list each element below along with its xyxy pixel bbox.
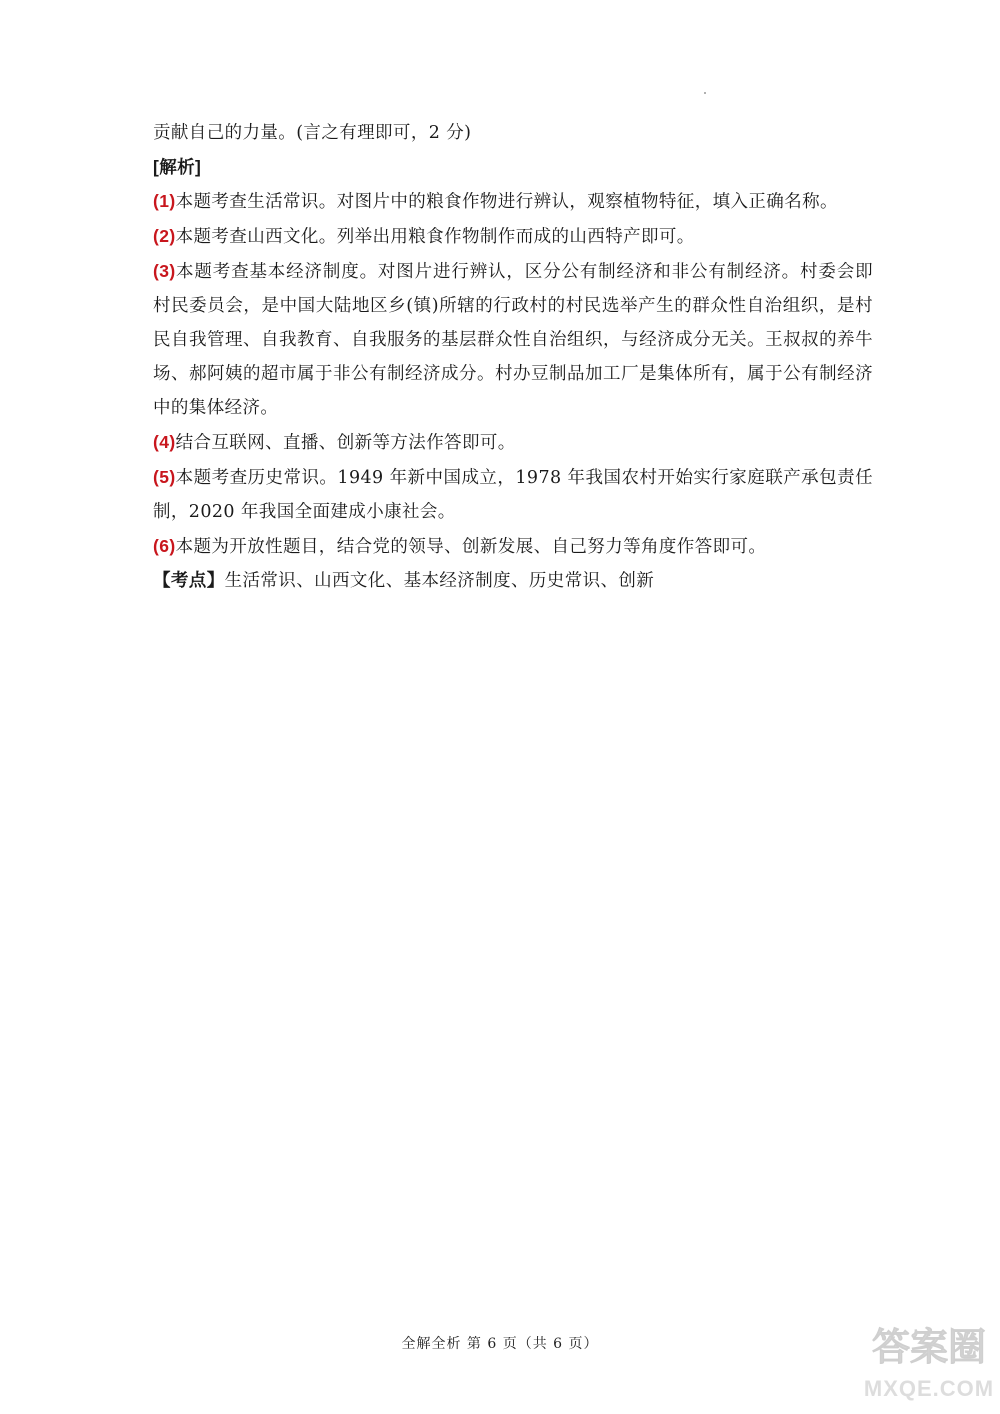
item-number: (5)	[153, 467, 176, 487]
item-text: 结合互联网、直播、创新等方法作答即可。	[175, 433, 516, 453]
item-number: (4)	[153, 432, 176, 452]
kaodian-line	[153, 564, 873, 598]
item-number: (3)	[153, 261, 176, 281]
item-text: 本题考查历史常识。1949 年新中国成立，1978 年我国农村开始实行家庭联产承包责任制，2020 年我国全面建成小康社会。	[153, 468, 873, 522]
item-number: (1)	[153, 191, 176, 211]
analysis-item-4	[153, 425, 873, 460]
item-text: 本题考查山西文化。列举出用粮食作物制作而成的山西特产即可。	[175, 227, 695, 247]
analysis-item-6	[153, 529, 873, 564]
kaodian-text: 生活常识、山西文化、基本经济制度、历史常识、创新	[224, 571, 655, 591]
item-text: 本题考查生活常识。对图片中的粮食作物进行辨认，观察植物特征，填入正确名称。	[175, 192, 838, 212]
item-number: (6)	[153, 536, 176, 556]
watermark-bottom-text: MXQE.COM	[863, 1376, 995, 1401]
analysis-item-3	[153, 254, 873, 425]
analysis-item-2	[153, 219, 873, 254]
analysis-heading: [解析]	[153, 157, 202, 177]
analysis-item-5	[153, 460, 873, 529]
watermark-logo	[862, 1318, 997, 1408]
item-text: 本题为开放性题目，结合党的领导、创新发展、自己努力等角度作答即可。	[175, 537, 767, 557]
answer-content	[153, 116, 873, 598]
analysis-item-1	[153, 184, 873, 219]
page-footer: 全解全析 第 6 页（共 6 页）	[401, 1336, 599, 1352]
stray-dot	[704, 92, 706, 94]
continuation-line: 贡献自己的力量。(言之有理即可，2 分)	[153, 123, 472, 143]
watermark-top-text: 答案圈	[871, 1325, 987, 1369]
item-number: (2)	[153, 226, 176, 246]
kaodian-label: 【考点】	[153, 571, 225, 591]
item-text: 本题考查基本经济制度。对图片进行辨认，区分公有制经济和非公有制经济。村委会即村民委员会，是中国大陆地区乡(镇)所辖的行政村的村民选举产生的群众性自治组织，是村民自我管理、自我教育、自我服务的基层群众性自治组织，与经济成分无关。王叔叔的养牛场、郝阿姨的超市属于非公有制经济成分。村办豆制品加工厂是集体所有，属于公有制经济中的集体经济。	[153, 262, 873, 418]
